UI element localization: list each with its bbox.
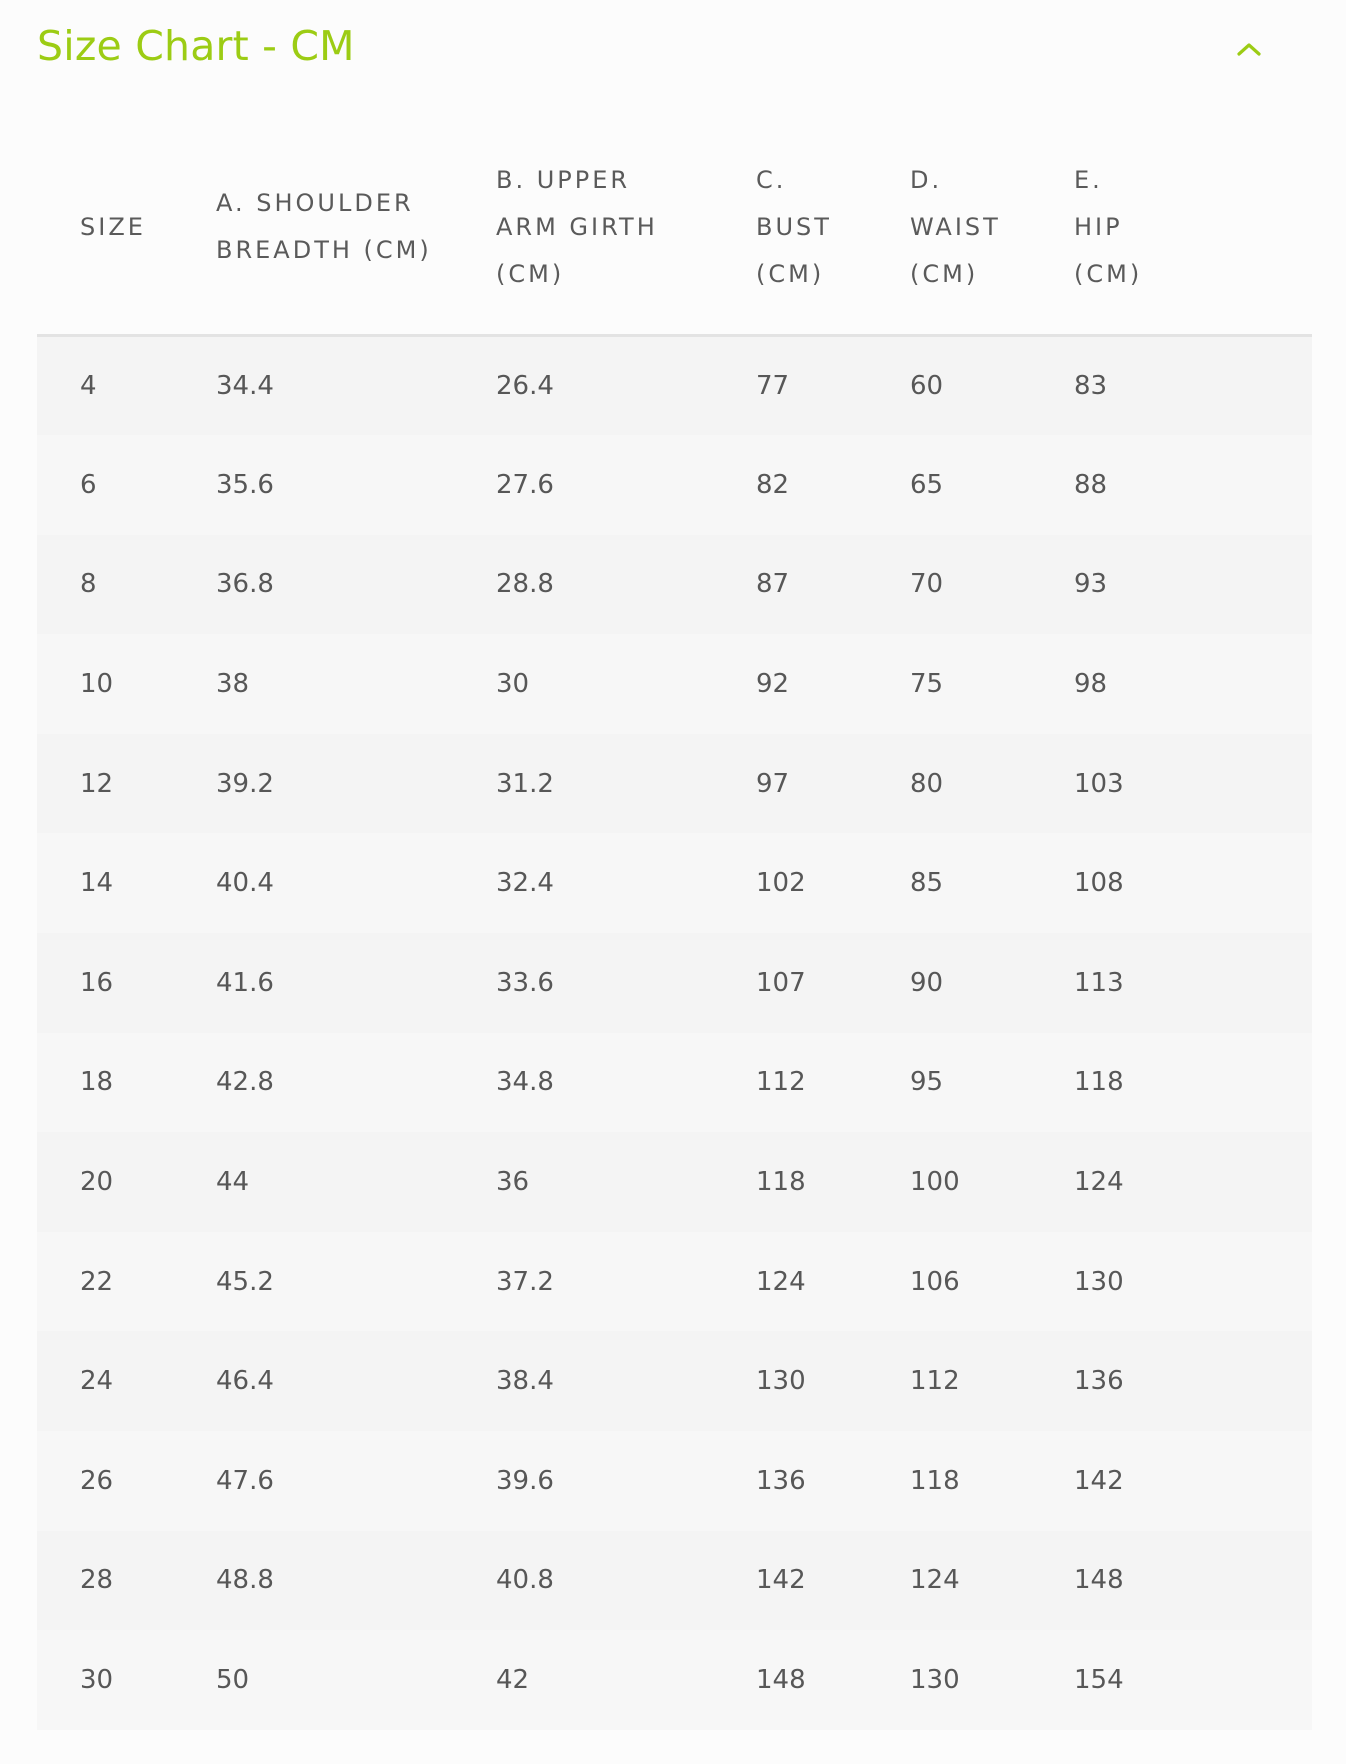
cell-waist: 112 bbox=[910, 1366, 960, 1397]
cell-waist: 95 bbox=[910, 1067, 944, 1098]
cell-shoulder-breadth: 36.8 bbox=[216, 569, 274, 600]
size-table bbox=[37, 120, 1312, 1730]
cell-upper-arm-girth: 27.6 bbox=[496, 469, 554, 500]
cell-shoulder-breadth: 46.4 bbox=[216, 1366, 274, 1397]
cell-bust: 136 bbox=[756, 1465, 806, 1496]
cell-waist: 85 bbox=[910, 868, 944, 899]
cell-waist: 65 bbox=[910, 469, 944, 500]
header-line: (CM) bbox=[910, 259, 979, 288]
header-hip bbox=[1038, 120, 1312, 336]
cell-upper-arm-girth: 34.8 bbox=[496, 1067, 554, 1098]
header-line: (CM) bbox=[496, 259, 565, 288]
cell-shoulder-breadth: 45.2 bbox=[216, 1266, 274, 1297]
table-row bbox=[37, 336, 1312, 436]
table-row bbox=[37, 833, 1312, 933]
cell-size: 14 bbox=[80, 868, 114, 899]
cell-size: 20 bbox=[80, 1167, 114, 1198]
cell-upper-arm-girth: 31.2 bbox=[496, 768, 554, 799]
header-bust bbox=[720, 120, 874, 336]
header-line: BUST bbox=[756, 212, 832, 241]
cell-upper-arm-girth: 37.2 bbox=[496, 1266, 554, 1297]
cell-size: 26 bbox=[80, 1465, 114, 1496]
cell-upper-arm-girth: 28.8 bbox=[496, 569, 554, 600]
cell-waist: 106 bbox=[910, 1266, 960, 1297]
header-line: B. UPPER bbox=[496, 165, 631, 194]
cell-size: 6 bbox=[80, 469, 97, 500]
cell-bust: 92 bbox=[756, 669, 790, 700]
cell-hip: 148 bbox=[1074, 1565, 1124, 1596]
page-title: Size Chart - CM bbox=[37, 22, 355, 70]
header-waist bbox=[874, 120, 1038, 336]
cell-bust: 148 bbox=[756, 1665, 806, 1696]
table-body bbox=[37, 336, 1312, 1730]
cell-size: 8 bbox=[80, 569, 97, 600]
cell-bust: 97 bbox=[756, 768, 790, 799]
header-line: E. bbox=[1074, 165, 1103, 194]
table-row bbox=[37, 1033, 1312, 1133]
cell-shoulder-breadth: 38 bbox=[216, 669, 250, 700]
table-row bbox=[37, 734, 1312, 834]
header-upper-arm-girth bbox=[460, 120, 720, 336]
cell-upper-arm-girth: 39.6 bbox=[496, 1465, 554, 1496]
header-size bbox=[37, 120, 180, 336]
header-shoulder-breadth bbox=[180, 120, 460, 336]
cell-waist: 118 bbox=[910, 1465, 960, 1496]
cell-hip: 124 bbox=[1074, 1167, 1124, 1198]
cell-upper-arm-girth: 42 bbox=[496, 1665, 530, 1696]
cell-hip: 154 bbox=[1074, 1665, 1124, 1696]
cell-size: 4 bbox=[80, 371, 97, 402]
cell-hip: 142 bbox=[1074, 1465, 1124, 1496]
table-row bbox=[37, 435, 1312, 535]
table-row bbox=[37, 535, 1312, 635]
cell-waist: 130 bbox=[910, 1665, 960, 1696]
cell-size: 30 bbox=[80, 1665, 114, 1696]
cell-bust: 82 bbox=[756, 469, 790, 500]
header-line: HIP bbox=[1074, 212, 1123, 241]
table-row bbox=[37, 933, 1312, 1033]
cell-bust: 77 bbox=[756, 371, 790, 402]
cell-size: 28 bbox=[80, 1565, 114, 1596]
cell-upper-arm-girth: 32.4 bbox=[496, 868, 554, 899]
header-line: WAIST bbox=[910, 212, 1001, 241]
cell-shoulder-breadth: 42.8 bbox=[216, 1067, 274, 1098]
cell-bust: 112 bbox=[756, 1067, 806, 1098]
cell-hip: 118 bbox=[1074, 1067, 1124, 1098]
cell-upper-arm-girth: 40.8 bbox=[496, 1565, 554, 1596]
collapse-toggle-button[interactable] bbox=[1232, 32, 1266, 66]
cell-hip: 113 bbox=[1074, 967, 1124, 998]
header-line: A. SHOULDER bbox=[216, 189, 414, 217]
cell-shoulder-breadth: 39.2 bbox=[216, 768, 274, 799]
header-line: SIZE bbox=[80, 212, 146, 241]
cell-bust: 87 bbox=[756, 569, 790, 600]
cell-waist: 90 bbox=[910, 967, 944, 998]
cell-hip: 98 bbox=[1074, 669, 1108, 700]
table-header bbox=[37, 120, 1312, 336]
cell-waist: 75 bbox=[910, 669, 944, 700]
cell-size: 24 bbox=[80, 1366, 114, 1397]
cell-hip: 93 bbox=[1074, 569, 1108, 600]
header-line: C. bbox=[756, 165, 787, 194]
cell-shoulder-breadth: 40.4 bbox=[216, 868, 274, 899]
cell-shoulder-breadth: 50 bbox=[216, 1665, 250, 1696]
cell-bust: 102 bbox=[756, 868, 806, 899]
cell-waist: 100 bbox=[910, 1167, 960, 1198]
cell-hip: 108 bbox=[1074, 868, 1124, 899]
cell-shoulder-breadth: 48.8 bbox=[216, 1565, 274, 1596]
cell-shoulder-breadth: 41.6 bbox=[216, 967, 274, 998]
cell-bust: 118 bbox=[756, 1167, 806, 1198]
cell-waist: 60 bbox=[910, 371, 944, 402]
cell-size: 10 bbox=[80, 669, 114, 700]
table-row bbox=[37, 634, 1312, 734]
table-row bbox=[37, 1531, 1312, 1631]
header-line: (CM) bbox=[756, 259, 825, 288]
cell-hip: 83 bbox=[1074, 371, 1108, 402]
table-row bbox=[37, 1431, 1312, 1531]
cell-upper-arm-girth: 36 bbox=[496, 1167, 530, 1198]
header-line: D. bbox=[910, 165, 943, 194]
cell-size: 12 bbox=[80, 768, 114, 799]
cell-shoulder-breadth: 35.6 bbox=[216, 469, 274, 500]
cell-hip: 136 bbox=[1074, 1366, 1124, 1397]
table-row bbox=[37, 1232, 1312, 1332]
table-row bbox=[37, 1331, 1312, 1431]
cell-upper-arm-girth: 26.4 bbox=[496, 371, 554, 402]
cell-bust: 124 bbox=[756, 1266, 806, 1297]
cell-bust: 130 bbox=[756, 1366, 806, 1397]
size-chart-header[interactable] bbox=[37, 18, 1312, 82]
cell-size: 22 bbox=[80, 1266, 114, 1297]
header-line: BREADTH (CM) bbox=[216, 236, 432, 264]
cell-waist: 124 bbox=[910, 1565, 960, 1596]
cell-upper-arm-girth: 33.6 bbox=[496, 967, 554, 998]
cell-size: 18 bbox=[80, 1067, 114, 1098]
cell-hip: 88 bbox=[1074, 469, 1108, 500]
cell-upper-arm-girth: 38.4 bbox=[496, 1366, 554, 1397]
table-row bbox=[37, 1132, 1312, 1232]
header-line: ARM GIRTH bbox=[496, 212, 658, 241]
cell-bust: 107 bbox=[756, 967, 806, 998]
header-line: (CM) bbox=[1074, 259, 1143, 288]
table-header-row bbox=[37, 120, 1312, 336]
table-row bbox=[37, 1630, 1312, 1730]
cell-shoulder-breadth: 44 bbox=[216, 1167, 250, 1198]
cell-shoulder-breadth: 34.4 bbox=[216, 371, 274, 402]
cell-upper-arm-girth: 30 bbox=[496, 669, 530, 700]
cell-bust: 142 bbox=[756, 1565, 806, 1596]
cell-hip: 130 bbox=[1074, 1266, 1124, 1297]
cell-shoulder-breadth: 47.6 bbox=[216, 1465, 274, 1496]
cell-waist: 70 bbox=[910, 569, 944, 600]
cell-hip: 103 bbox=[1074, 768, 1124, 799]
cell-waist: 80 bbox=[910, 768, 944, 799]
chevron-up-icon bbox=[1236, 41, 1262, 57]
cell-size: 16 bbox=[80, 967, 114, 998]
